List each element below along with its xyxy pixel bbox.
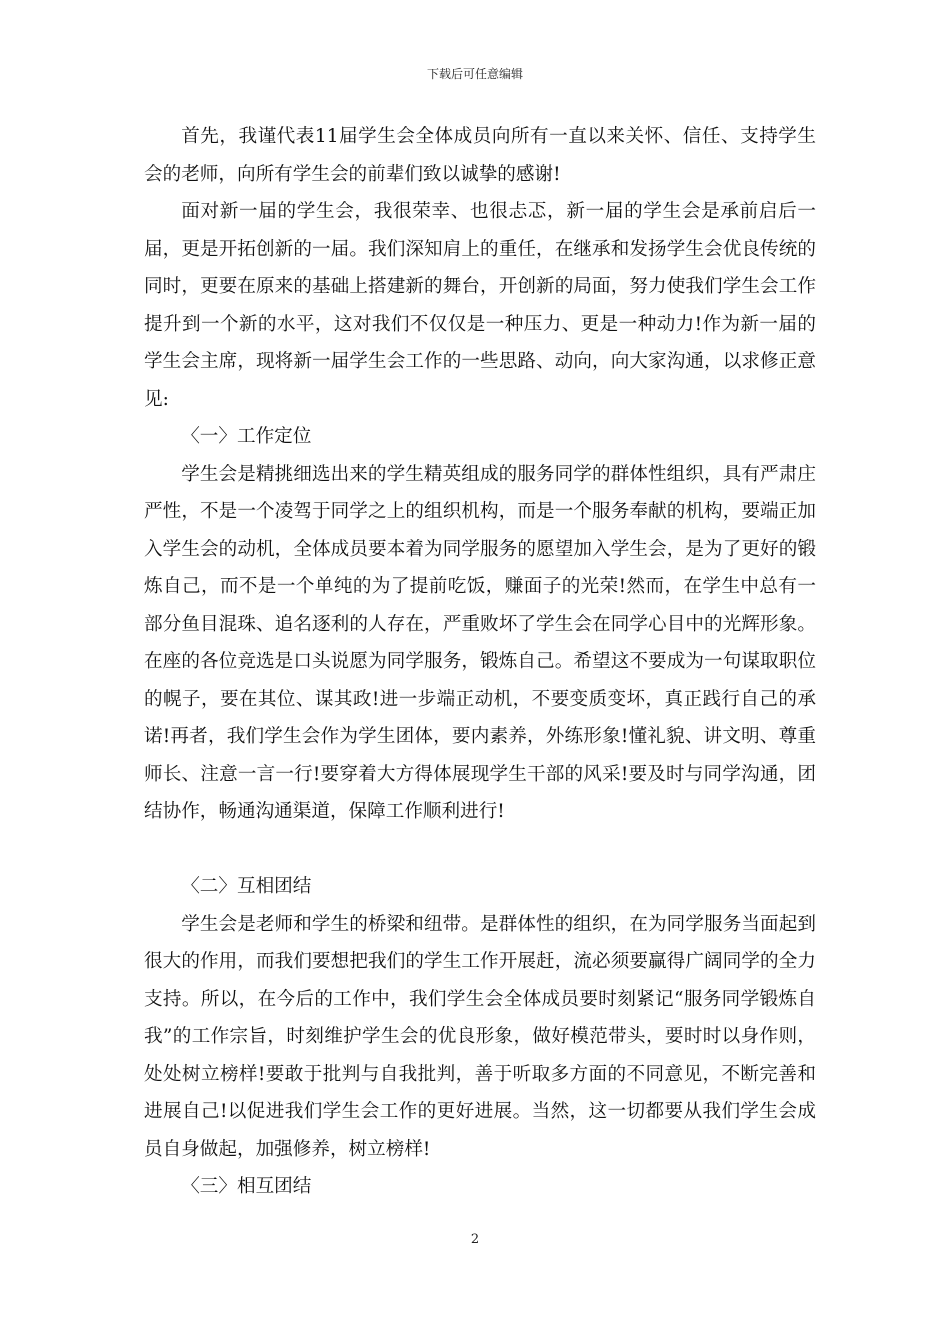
paragraph-unity: 学生会是老师和学生的桥梁和纽带。是群体性的组织，在为同学服务当面起到很大的作用，而我们要想把我们的学生工作开展赶，流必须要赢得广阔同学的全力支持。所以，在今后的工作中，我们学生会全体成员要时刻紧记“服务同学锻炼自我”的工作宗旨，时刻维护学生会的优良形象，做好模范带头，要时时以身作则，处处树立榜样!要敢于批判与自我批判，善于听取多方面的不同意见，不断完善和进展自己!以促进我们学生会工作的更好进展。当然，这一切都要从我们学生会成员自身做起，加强修养，树立榜样! [144,913,816,1160]
section-heading-3: 〈三〉相互团结 [181,1176,312,1197]
paragraph-spacer [144,831,816,869]
page-header: 下载后可任意编辑 [426,67,523,81]
section-heading-2: 〈二〉互相团结 [181,876,312,897]
document-body [144,118,816,1206]
page-number: 2 [470,1232,480,1247]
paragraph-new-term: 面对新一届的学生会，我很荣幸、也很忐忑，新一届的学生会是承前启后一届，更是开拓创新的一届。我们深知肩上的重任，在继承和发扬学生会优良传统的同时，更要在原来的基础上搭建新的舞台，开创新的局面，努力使我们学生会工作提升到一个新的水平，这对我们不仅仅是一种压力、更是一种动力!作为新一届的学生会主席，现将新一届学生会工作的一些思路、动向，向大家沟通，以求修正意见: [144,201,816,410]
section-heading-1: 〈一〉工作定位 [181,426,312,447]
paragraph-work-positioning: 学生会是精挑细选出来的学生精英组成的服务同学的群体性组织，具有严肃庄严性，不是一个凌驾于同学之上的组织机构，而是一个服务奉献的机构，要端正加入学生会的动机，全体成员要本着为同学服务的愿望加入学生会，是为了更好的锻炼自己，而不是一个单纯的为了提前吃饭，赚面子的光荣!然而，在学生中总有一部分鱼目混珠、追名逐利的人存在，严重败坏了学生会在同学心目中的光辉形象。在座的各位竞选是口头说愿为同学服务，锻炼自己。希望这不要成为一句谋取职位的幌子，要在其位、谋其政!进一步端正动机，不要变质变坏，真正践行自己的承诺!再者，我们学生会作为学生团体，要内素养，外练形象!懂礼貌、讲文明、尊重师长、注意一言一行!要穿着大方得体展现学生干部的风采!要及时与同学沟通，团结协作，畅通沟通渠道，保障工作顺利进行! [144,463,816,822]
paragraph-thanks: 首先，我谨代表11届学生会全体成员向所有一直以来关怀、信任、支持学生会的老师，向所有学生会的前辈们致以诚挚的感谢! [144,126,816,185]
